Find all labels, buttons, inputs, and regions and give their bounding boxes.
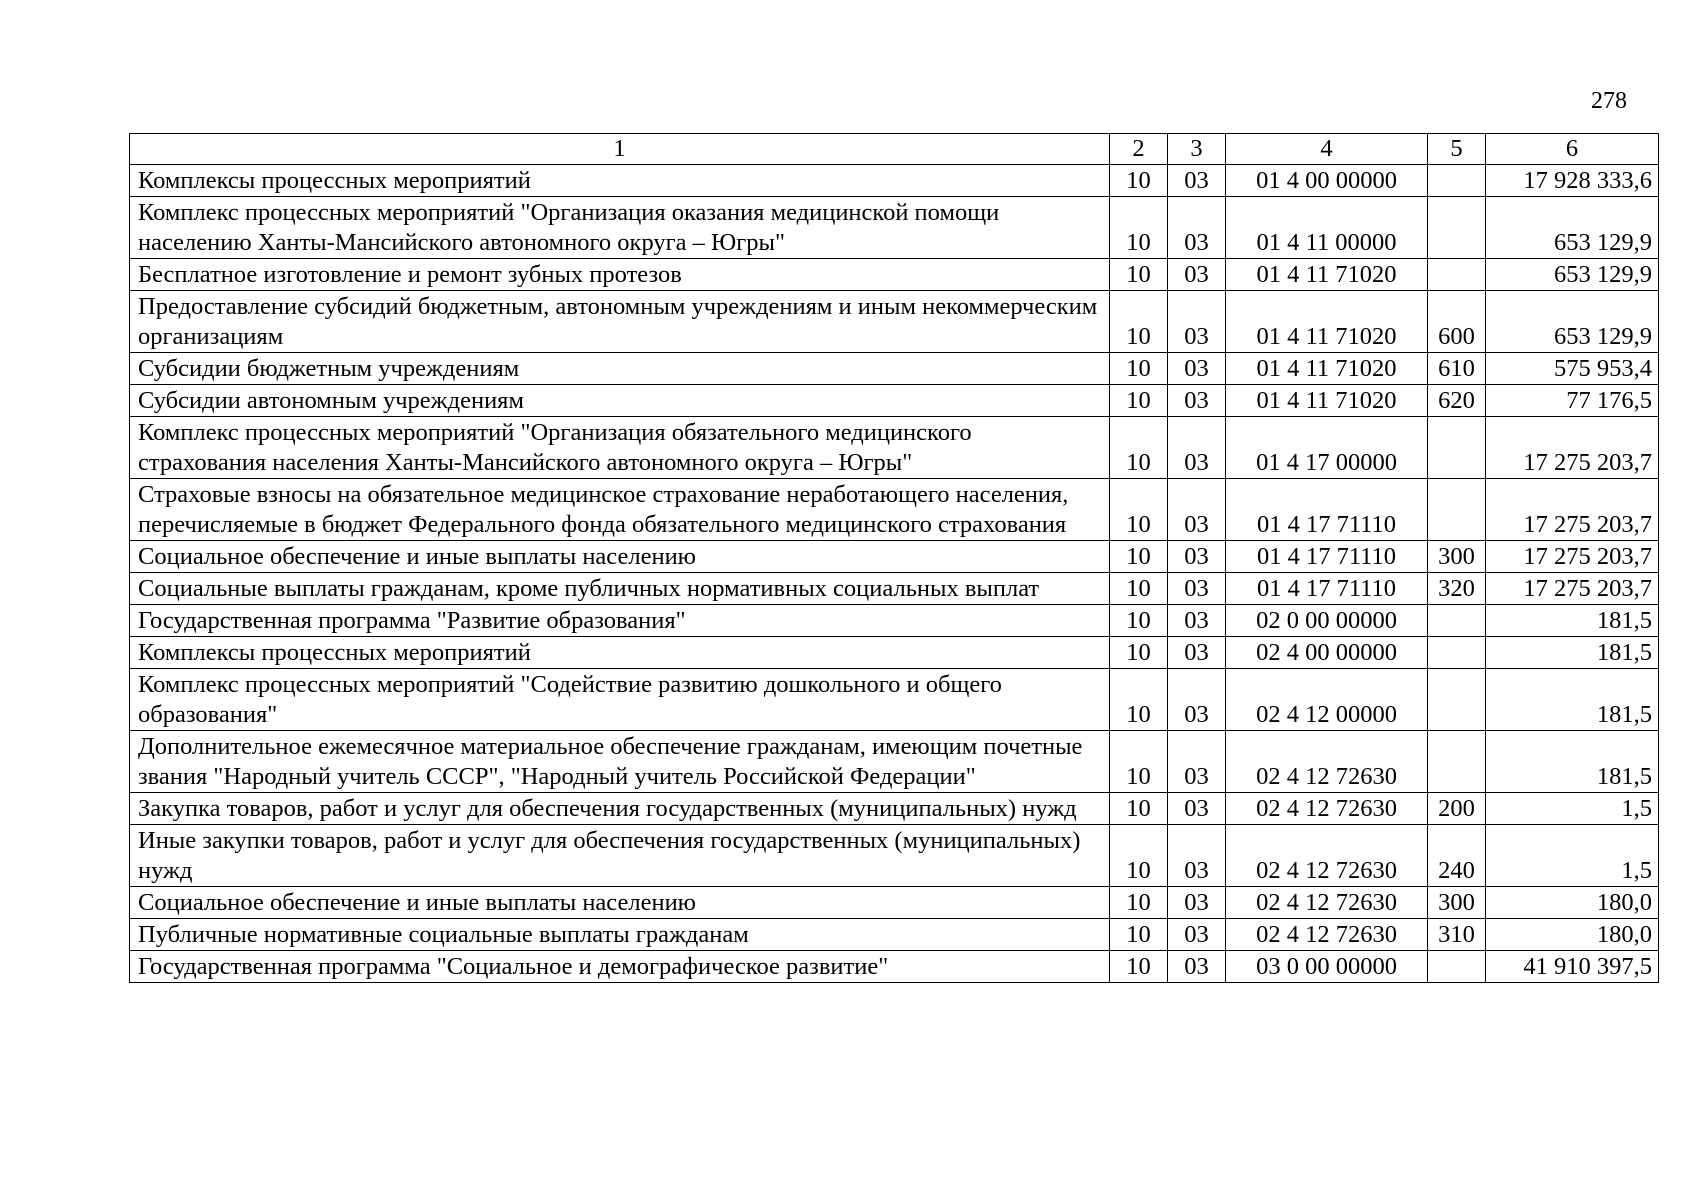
header-cell-3: 3 (1168, 134, 1226, 165)
header-cell-4: 4 (1226, 134, 1428, 165)
row-code-cell: 02 4 12 72630 (1226, 825, 1428, 887)
table-row (130, 605, 1659, 637)
table-row (130, 793, 1659, 825)
row-subsection-cell: 03 (1168, 479, 1226, 541)
row-subsection-cell: 03 (1168, 385, 1226, 417)
table-row (130, 825, 1659, 887)
row-subsection-cell: 03 (1168, 887, 1226, 919)
row-sum-cell: 181,5 (1486, 637, 1659, 669)
row-code-cell: 02 4 12 72630 (1226, 919, 1428, 951)
table-header-row (130, 134, 1659, 165)
row-section-cell: 10 (1110, 291, 1168, 353)
row-type-cell: 300 (1428, 887, 1486, 919)
row-sum-cell: 653 129,9 (1486, 197, 1659, 259)
row-code-cell: 01 4 11 71020 (1226, 353, 1428, 385)
row-name-cell: Государственная программа "Развитие образования" (130, 605, 1110, 637)
table-row (130, 385, 1659, 417)
row-name-cell: Комплексы процессных мероприятий (130, 637, 1110, 669)
row-subsection-cell: 03 (1168, 919, 1226, 951)
row-name-cell: Социальное обеспечение и иные выплаты населению (130, 887, 1110, 919)
table-row (130, 165, 1659, 197)
row-sum-cell: 17 275 203,7 (1486, 417, 1659, 479)
row-type-cell: 610 (1428, 353, 1486, 385)
row-subsection-cell: 03 (1168, 669, 1226, 731)
row-code-cell: 01 4 17 00000 (1226, 417, 1428, 479)
table-row (130, 731, 1659, 793)
row-section-cell: 10 (1110, 353, 1168, 385)
table-row (130, 573, 1659, 605)
row-subsection-cell: 03 (1168, 951, 1226, 983)
row-name-cell: Комплекс процессных мероприятий "Содействие развитию дошкольного и общего образования" (130, 669, 1110, 731)
row-subsection-cell: 03 (1168, 573, 1226, 605)
row-name-cell: Иные закупки товаров, работ и услуг для обеспечения государственных (муниципальных) нужд (130, 825, 1110, 887)
row-code-cell: 02 4 12 72630 (1226, 793, 1428, 825)
row-subsection-cell: 03 (1168, 825, 1226, 887)
row-name-cell: Социальное обеспечение и иные выплаты населению (130, 541, 1110, 573)
row-subsection-cell: 03 (1168, 605, 1226, 637)
row-name-cell: Предоставление субсидий бюджетным, автономным учреждениям и иным некоммерческим организациям (130, 291, 1110, 353)
row-type-cell: 240 (1428, 825, 1486, 887)
row-section-cell: 10 (1110, 479, 1168, 541)
row-section-cell: 10 (1110, 165, 1168, 197)
row-type-cell (1428, 669, 1486, 731)
row-section-cell: 10 (1110, 259, 1168, 291)
table-row (130, 887, 1659, 919)
table-row (130, 291, 1659, 353)
row-type-cell: 600 (1428, 291, 1486, 353)
table-row (130, 541, 1659, 573)
table-row (130, 951, 1659, 983)
budget-table (129, 133, 1659, 983)
row-code-cell: 01 4 11 71020 (1226, 291, 1428, 353)
table-row (130, 259, 1659, 291)
row-code-cell: 01 4 17 71110 (1226, 479, 1428, 541)
table-body (130, 165, 1659, 983)
row-type-cell: 620 (1428, 385, 1486, 417)
row-code-cell: 01 4 17 71110 (1226, 541, 1428, 573)
row-code-cell: 01 4 11 00000 (1226, 197, 1428, 259)
header-cell-6: 6 (1486, 134, 1659, 165)
table-row (130, 197, 1659, 259)
row-sum-cell: 1,5 (1486, 793, 1659, 825)
row-sum-cell: 653 129,9 (1486, 259, 1659, 291)
row-section-cell: 10 (1110, 951, 1168, 983)
row-code-cell: 02 4 00 00000 (1226, 637, 1428, 669)
row-type-cell (1428, 605, 1486, 637)
row-name-cell: Страховые взносы на обязательное медицинское страхование неработающего населения, перечисляемые в бюджет Федерального фонда обязательного медицинского страхования (130, 479, 1110, 541)
row-type-cell (1428, 259, 1486, 291)
row-subsection-cell: 03 (1168, 165, 1226, 197)
row-type-cell (1428, 479, 1486, 541)
row-sum-cell: 17 928 333,6 (1486, 165, 1659, 197)
row-sum-cell: 181,5 (1486, 605, 1659, 637)
table-row (130, 919, 1659, 951)
row-code-cell: 03 0 00 00000 (1226, 951, 1428, 983)
row-subsection-cell: 03 (1168, 417, 1226, 479)
row-sum-cell: 41 910 397,5 (1486, 951, 1659, 983)
row-section-cell: 10 (1110, 825, 1168, 887)
row-name-cell: Государственная программа "Социальное и демографическое развитие" (130, 951, 1110, 983)
row-type-cell (1428, 417, 1486, 479)
row-subsection-cell: 03 (1168, 637, 1226, 669)
row-type-cell: 200 (1428, 793, 1486, 825)
row-code-cell: 01 4 11 71020 (1226, 385, 1428, 417)
row-name-cell: Комплексы процессных мероприятий (130, 165, 1110, 197)
row-code-cell: 01 4 17 71110 (1226, 573, 1428, 605)
row-section-cell: 10 (1110, 541, 1168, 573)
row-sum-cell: 653 129,9 (1486, 291, 1659, 353)
row-sum-cell: 181,5 (1486, 731, 1659, 793)
row-name-cell: Социальные выплаты гражданам, кроме публичных нормативных социальных выплат (130, 573, 1110, 605)
row-section-cell: 10 (1110, 573, 1168, 605)
row-section-cell: 10 (1110, 385, 1168, 417)
row-name-cell: Дополнительное ежемесячное материальное обеспечение гражданам, имеющим почетные звания "Народный учитель СССР", "Народный учитель Российской Федерации" (130, 731, 1110, 793)
table-row (130, 353, 1659, 385)
page-number: 278 (1591, 88, 1627, 114)
row-section-cell: 10 (1110, 197, 1168, 259)
table-row (130, 637, 1659, 669)
row-code-cell: 02 4 12 72630 (1226, 887, 1428, 919)
table-row (130, 479, 1659, 541)
row-sum-cell: 180,0 (1486, 919, 1659, 951)
row-section-cell: 10 (1110, 669, 1168, 731)
row-sum-cell: 180,0 (1486, 887, 1659, 919)
row-name-cell: Закупка товаров, работ и услуг для обеспечения государственных (муниципальных) нужд (130, 793, 1110, 825)
row-section-cell: 10 (1110, 887, 1168, 919)
row-sum-cell: 575 953,4 (1486, 353, 1659, 385)
row-subsection-cell: 03 (1168, 731, 1226, 793)
row-name-cell: Субсидии автономным учреждениям (130, 385, 1110, 417)
row-type-cell (1428, 165, 1486, 197)
row-name-cell: Субсидии бюджетным учреждениям (130, 353, 1110, 385)
row-type-cell (1428, 951, 1486, 983)
row-section-cell: 10 (1110, 417, 1168, 479)
header-cell-1: 1 (130, 134, 1110, 165)
row-section-cell: 10 (1110, 637, 1168, 669)
row-sum-cell: 17 275 203,7 (1486, 541, 1659, 573)
row-subsection-cell: 03 (1168, 793, 1226, 825)
row-code-cell: 01 4 11 71020 (1226, 259, 1428, 291)
row-code-cell: 02 4 12 00000 (1226, 669, 1428, 731)
row-name-cell: Комплекс процессных мероприятий "Организация оказания медицинской помощи населению Ханты-Мансийского автономного округа – Югры" (130, 197, 1110, 259)
row-type-cell: 300 (1428, 541, 1486, 573)
row-sum-cell: 181,5 (1486, 669, 1659, 731)
row-type-cell: 310 (1428, 919, 1486, 951)
row-type-cell: 320 (1428, 573, 1486, 605)
row-name-cell: Публичные нормативные социальные выплаты гражданам (130, 919, 1110, 951)
row-name-cell: Комплекс процессных мероприятий "Организация обязательного медицинского страхования населения Ханты-Мансийского автономного округа – Югры" (130, 417, 1110, 479)
row-sum-cell: 1,5 (1486, 825, 1659, 887)
row-code-cell: 02 4 12 72630 (1226, 731, 1428, 793)
row-code-cell: 02 0 00 00000 (1226, 605, 1428, 637)
row-section-cell: 10 (1110, 919, 1168, 951)
row-subsection-cell: 03 (1168, 353, 1226, 385)
row-subsection-cell: 03 (1168, 197, 1226, 259)
row-subsection-cell: 03 (1168, 259, 1226, 291)
table-row (130, 669, 1659, 731)
row-section-cell: 10 (1110, 605, 1168, 637)
row-sum-cell: 77 176,5 (1486, 385, 1659, 417)
row-section-cell: 10 (1110, 793, 1168, 825)
header-cell-5: 5 (1428, 134, 1486, 165)
row-type-cell (1428, 197, 1486, 259)
row-name-cell: Бесплатное изготовление и ремонт зубных протезов (130, 259, 1110, 291)
table-row (130, 417, 1659, 479)
row-code-cell: 01 4 00 00000 (1226, 165, 1428, 197)
header-cell-2: 2 (1110, 134, 1168, 165)
row-sum-cell: 17 275 203,7 (1486, 479, 1659, 541)
row-subsection-cell: 03 (1168, 541, 1226, 573)
row-subsection-cell: 03 (1168, 291, 1226, 353)
row-sum-cell: 17 275 203,7 (1486, 573, 1659, 605)
row-type-cell (1428, 637, 1486, 669)
row-type-cell (1428, 731, 1486, 793)
row-section-cell: 10 (1110, 731, 1168, 793)
